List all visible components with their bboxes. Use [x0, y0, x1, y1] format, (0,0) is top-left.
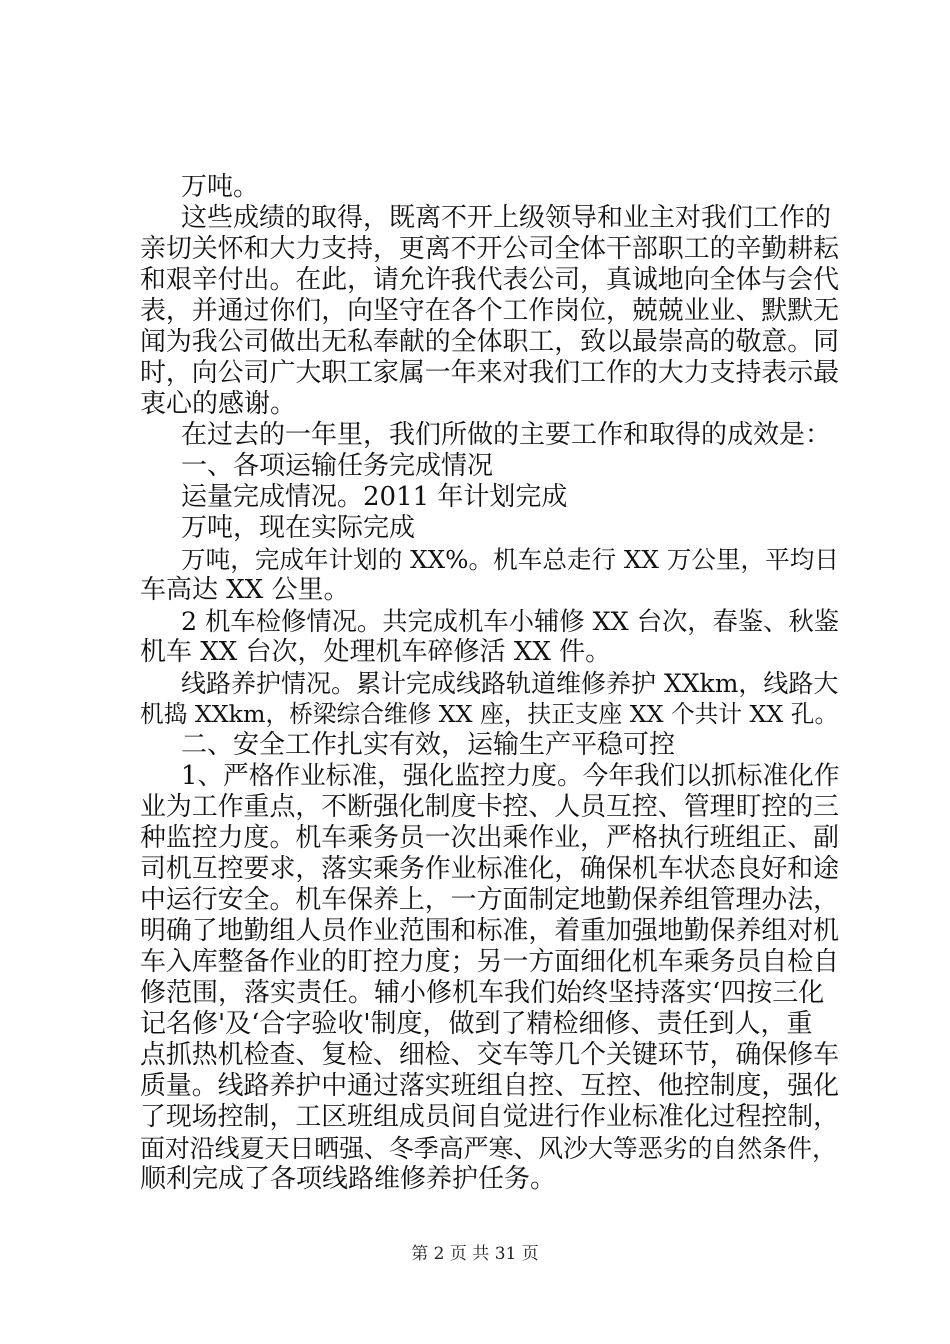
text-line: 这些成绩的取得，既离不开上级领导和业主对我们工作的 [181, 203, 832, 233]
document-body [140, 172, 840, 1195]
text-line: 车高达 XX 公里。 [140, 575, 350, 605]
text-line: 线路养护情况。累计完成线路轨道维修养护 XXkm，线路大 [181, 669, 839, 698]
text-line: 顺利完成了各项线路维修养护任务。 [140, 1164, 557, 1194]
text-line: 和艰辛付出。在此，请允许我代表公司，真诚地向全体与会代 [140, 265, 840, 295]
text-line: 机车 XX 台次，处理机车碎修活 XX 件。 [140, 637, 612, 667]
text-line: 闻为我公司做出无私奉献的全体职工，致以最崇高的敬意。同 [140, 327, 840, 357]
text-line: 衷心的感谢。 [140, 389, 297, 419]
text-line: 司机互控要求，落实乘务作业标准化，确保机车状态良好和途 [140, 854, 840, 884]
text-line: 2 机车检修情况。共完成机车小辅修 XX 台次，春鉴、秋鉴 [181, 607, 840, 636]
text-line: 了现场控制，工区班组成员间自觉进行作业标准化过程控制， [140, 1102, 840, 1132]
text-line: 机捣 XXkm，桥梁综合维修 XX 座，扶正支座 XX 个共计 XX 孔。 [140, 700, 839, 728]
page-number-label: 第 2 页 共 31 页 [411, 1244, 539, 1264]
text-line: 万吨，完成年计划的 XX%。机车总走行 XX 万公里，平均日 [181, 545, 839, 574]
text-line: 面对沿线夏天日晒强、冬季高严寒、风沙大等恶劣的自然条件， [140, 1134, 837, 1163]
text-line: 质量。线路养护中通过落实班组自控、互控、他控制度，强化 [140, 1071, 840, 1101]
text-line: 修范围，落实责任。辅小修机车我们始终坚持落实‘四按三化 [140, 978, 825, 1008]
text-line: 车入库整备作业的盯控力度；另一方面细化机车乘务员自检自 [140, 947, 840, 977]
text-line: 在过去的一年里，我们所做的主要工作和取得的成效是： [181, 420, 832, 450]
text-line: 亲切关怀和大力支持，更离不开公司全体干部职工的辛勤耕耘 [140, 234, 840, 264]
text-line: 二、安全工作扎实有效，运输生产平稳可控 [181, 730, 676, 760]
text-line: 种监控力度。机车乘务员一次出乘作业，严格执行班组正、副 [140, 823, 840, 853]
text-line: 时，向公司广大职工家属一年来对我们工作的大力支持表示最 [140, 358, 840, 388]
text-line: 万吨，现在实际完成 [181, 513, 416, 543]
page-footer [0, 1243, 950, 1265]
text-line: 1、严格作业标准，强化监控力度。今年我们以抓标准化作 [181, 761, 840, 791]
text-line: 明确了地勤组人员作业范围和标准，着重加强地勤保养组对机 [140, 916, 840, 946]
text-line: 表，并通过你们，向坚守在各个工作岗位，兢兢业业、默默无 [140, 296, 840, 326]
text-line: 中运行安全。机车保养上，一方面制定地勤保养组管理办法， [140, 885, 840, 915]
text-line: 业为工作重点，不断强化制度卡控、人员互控、管理盯控的三 [140, 792, 840, 822]
text-line: 万吨。 [181, 172, 260, 202]
text-line: 记名修'及‘合字验收'制度，做到了精检细修、责任到人，重 [140, 1009, 813, 1039]
text-line: 点抓热机检查、复检、细检、交车等几个关键环节，确保修车 [140, 1040, 840, 1070]
text-line: 运量完成情况。2011 年计划完成 [181, 482, 568, 512]
text-line: 一、各项运输任务完成情况 [181, 451, 494, 481]
